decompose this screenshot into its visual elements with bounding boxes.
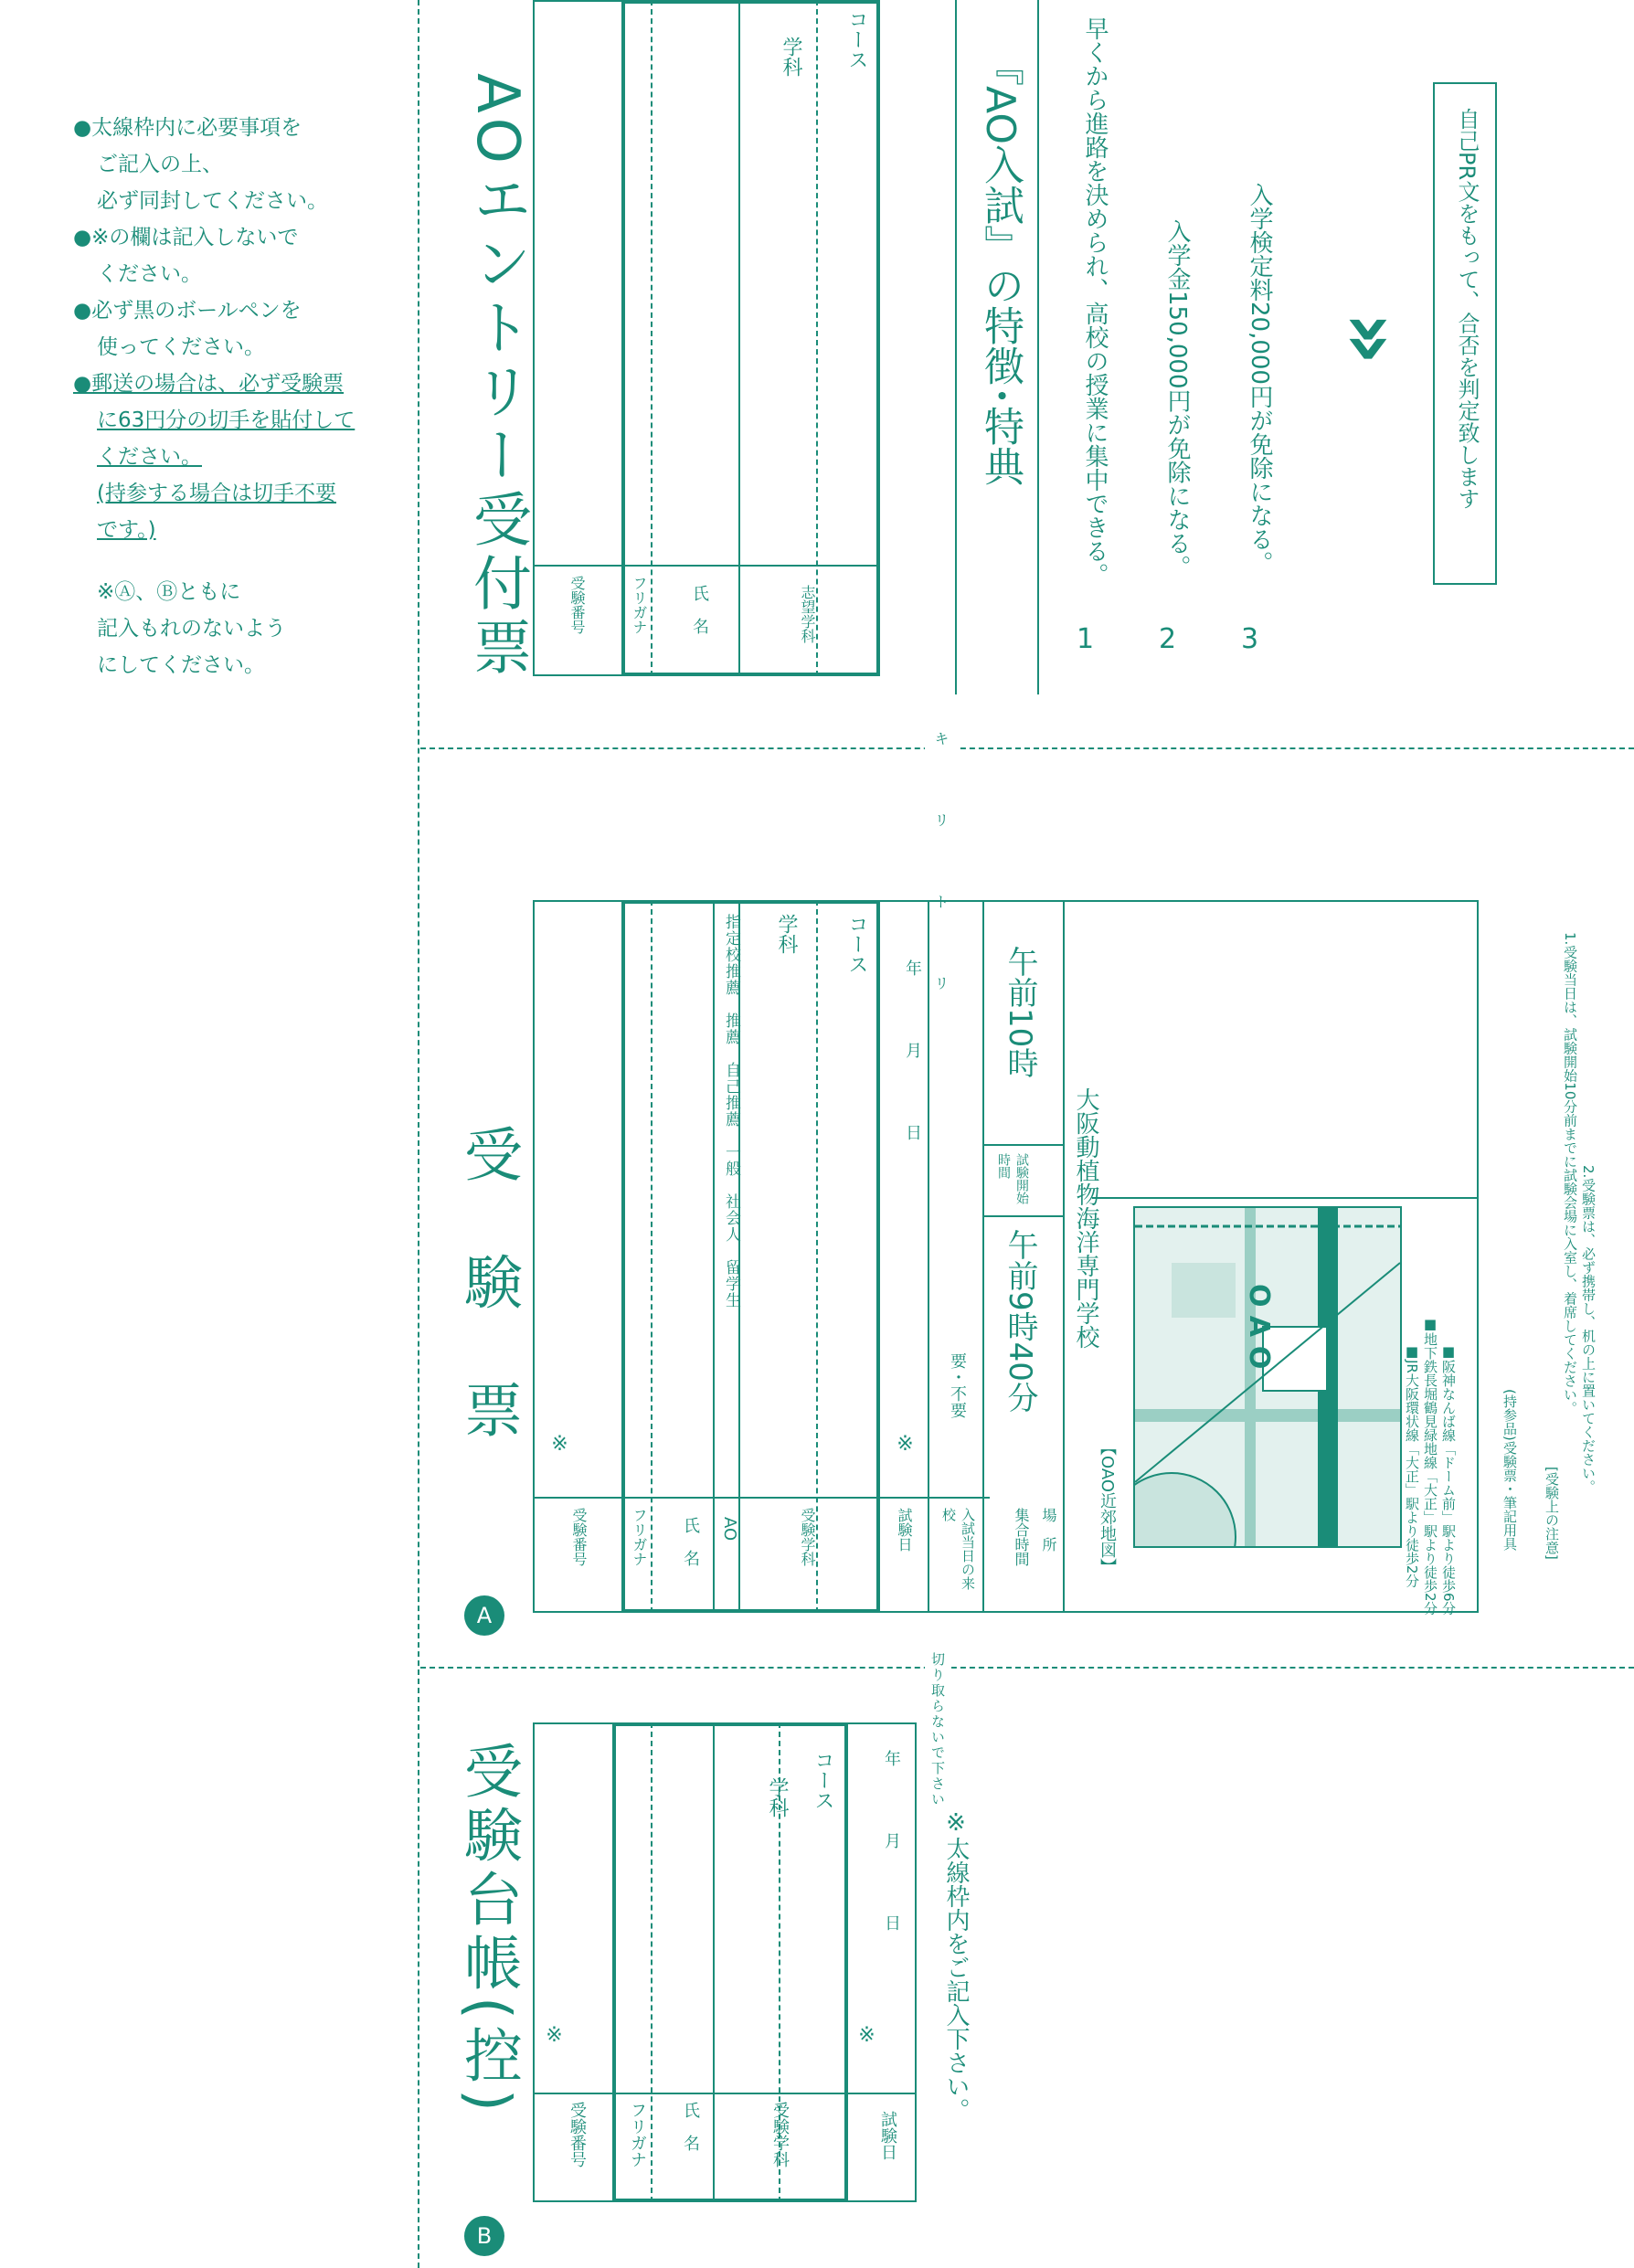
caution-2: 2.受験票は、必ず携帯し、机の上に置いてください。 [1580,1165,1597,1494]
ledger-date-ymd: 年 月 日 [882,1750,901,1931]
ledger-date-label: 試験日 [878,2111,897,2160]
cut-line-top [420,747,1634,749]
entry-furigana-label: フリガナ [631,576,648,634]
ledger-mark: ※ [543,2024,566,2047]
ticket-visit-value: 要・不要 [948,1352,967,1418]
do-not-cut-label: 切り取らないで下さい [925,1652,951,1807]
note-line: に63円分の切手を貼付して [97,408,355,432]
cut-line-bottom [420,1667,1634,1669]
feature-num: 1 [1077,623,1095,655]
ticket-gather-label: 集合時間 [1013,1508,1030,1566]
ticket-map-divider [1092,1197,1479,1199]
vertical-cut-line [418,0,419,2268]
ticket-admission-types: 指定校推薦 推薦 自己推薦 一般 社会人 留学生 [722,914,740,1309]
ticket-subdivider [982,1144,1063,1146]
ledger-course: コース [812,1750,834,1810]
note-line: ご記入の上、 [97,153,223,176]
ticket-title: 受 験 票 [454,1124,522,1444]
ledger-exam-no-label: 受験番号 [568,2102,587,2167]
ticket-divider [1063,900,1065,1613]
feature-num: 3 [1241,623,1259,655]
ticket-label-divider [533,1497,990,1499]
ledger-mark: ※ [855,2024,878,2047]
map-oao-logo: OAO [1243,1284,1275,1379]
ticket-start-time: 午前10時 [1002,946,1038,1079]
ticket-divider [928,900,929,1613]
ledger-furigana-label: フリガナ [628,2102,647,2167]
entry-course: コース [845,9,868,69]
feature-point-2: 入学金150,000円が免除になる。 [1163,219,1191,579]
ticket-place-label: 場 所 [1040,1508,1057,1552]
kiritori-label: キ リ ト リ [925,731,957,1021]
feature-point-3: 入学検定料20,000円が免除になる。 [1246,183,1273,575]
ticket-dashed [816,900,818,1613]
features-heading: 『AO入試』の特徴･特典 [977,46,1024,486]
ticket-dashed [651,900,653,1613]
ticket-place-value: 大阪動植物海洋専門学校 [1072,1087,1099,1349]
ledger-gakka: 学科 [766,1777,789,1818]
badge-a: A [464,1595,504,1636]
ticket-gather-time: 午前9時40分 [1002,1229,1038,1413]
entry-label-divider [533,565,880,567]
ledger-dashed [651,1722,653,2202]
note-line: ●郵送の場合は、必ず受験票 [73,372,345,396]
note-footnote: ※Ⓐ、Ⓑともに [97,580,241,604]
ledger-instruction: ※太線枠内をご記入下さい。 [942,1809,970,2122]
ticket-visit-label: 入試当日の来校 [940,1508,976,1590]
note-line: 使ってください。 [97,335,265,359]
access-line: ■JR大阪環状線「大正」駅より徒歩2分 [1404,1343,1420,1588]
note-line: ください。 [97,445,202,469]
note-line: です。) [97,518,156,542]
ticket-gakka: 学科 [775,914,798,954]
ticket-date-ymd: 年 月 日 [903,959,922,1140]
note-line: ●必ず黒のボールペンを [73,299,302,323]
entry-title: AOエントリー受付票 [463,73,531,682]
entry-exam-no-label: 受験番号 [568,576,586,634]
entry-dashed [816,0,818,676]
note-line: ●※の欄は記入しないで [73,226,299,249]
ticket-exam-no-label: 受験番号 [570,1508,588,1566]
ticket-items: (持参品)受験票・筆記用具 [1501,1389,1518,1551]
note-footnote: にしてください。 [97,653,265,677]
ticket-thick-frame [621,900,880,1613]
entry-gakka: 学科 [780,37,802,77]
double-arrow-icon: » [1323,312,1420,366]
note-footnote: 記入もれのないよう [97,617,286,641]
ledger-dept-label: 受験学科 [770,2102,790,2167]
features-line [955,0,957,694]
ticket-date-label: 試験日 [896,1508,913,1552]
note-line: ください。 [97,262,202,286]
note-line: (持参する場合は切手不要 [97,482,336,505]
entry-dashed [651,0,653,676]
entry-dept-label: 志望学科 [799,585,816,643]
feature-point-1: 早くから進路を決められ、高校の授業に集中できる。 [1081,16,1109,587]
map-title: 【OAO近郊地図】 [1098,1439,1117,1575]
ledger-divider [713,1722,715,2202]
feature-num: 2 [1159,623,1177,655]
ticket-divider [713,900,715,1613]
entry-thick-frame [621,0,880,676]
ticket-mark: ※ [894,1433,917,1456]
entry-divider [738,0,740,676]
ticket-mark: ※ [548,1433,571,1456]
ticket-furigana-label: フリガナ [631,1508,648,1566]
access-line: ■地下鉄長堀鶴見緑地線「大正」駅より徒歩2分 [1422,1316,1438,1616]
ledger-title: 受験台帳(控) [454,1741,522,2117]
ledger-name-label: 氏 名 [681,2102,700,2151]
entry-name-label: 氏 名 [690,585,709,634]
ticket-course: コース [845,914,868,974]
instructions-notes [73,110,402,684]
ticket-divider [982,900,984,1613]
ticket-dept-label: 受験学科 [799,1508,816,1566]
access-line: ■阪神なんば線「ドーム前」駅より徒歩6分 [1440,1343,1457,1616]
ticket-start-label: 試験開始時間 [996,1153,1029,1204]
features-line [1037,0,1039,694]
badge-b: B [464,2216,504,2256]
pr-text: 自己PR文をもって、合否を判定致します [1454,108,1480,510]
note-line: ●太線枠内に必要事項を [73,116,302,140]
ticket-subdivider [982,1215,1063,1217]
ticket-ao-label: AO [720,1517,739,1542]
note-line: 必ず同封してください。 [97,189,328,213]
caution-heading: [受験上の注意] [1544,1467,1560,1560]
ticket-name-label: 氏 名 [681,1517,700,1566]
caution-1: 1.受験当日は、試験開始10分前までに試験会場に入室し、着席してください。 [1562,932,1578,1415]
ledger-label-divider [533,2093,917,2094]
